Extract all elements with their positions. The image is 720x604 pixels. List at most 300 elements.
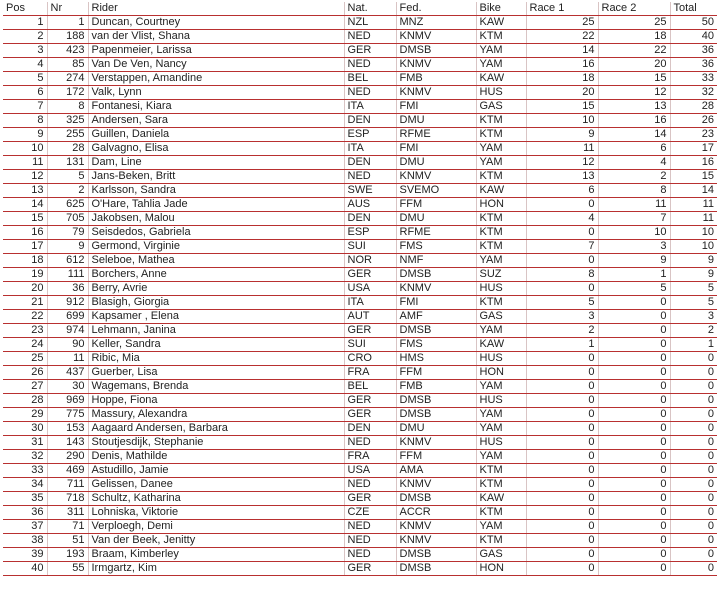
race1-cell: 0	[526, 492, 598, 506]
nat-cell: NED	[344, 30, 396, 44]
pos-cell: 28	[3, 394, 47, 408]
table-row	[3, 436, 717, 450]
table-row	[3, 338, 717, 352]
nat-cell: GER	[344, 408, 396, 422]
race2-cell: 0	[598, 464, 670, 478]
column-header-bike: Bike	[476, 2, 526, 16]
total-cell: 0	[670, 534, 717, 548]
race2-cell: 20	[598, 58, 670, 72]
table-row	[3, 562, 717, 576]
bike-cell: GAS	[476, 548, 526, 562]
nat-cell: GER	[344, 394, 396, 408]
fed-cell: AMA	[396, 464, 476, 478]
race2-cell: 8	[598, 184, 670, 198]
bike-cell: HON	[476, 198, 526, 212]
nr-cell: 612	[47, 254, 88, 268]
race1-cell: 20	[526, 86, 598, 100]
total-cell: 36	[670, 44, 717, 58]
rider-cell: Guillen, Daniela	[88, 128, 344, 142]
race2-cell: 0	[598, 408, 670, 422]
table-row	[3, 128, 717, 142]
nat-cell: GER	[344, 324, 396, 338]
nr-cell: 51	[47, 534, 88, 548]
nat-cell: AUS	[344, 198, 396, 212]
total-cell: 0	[670, 380, 717, 394]
rider-cell: Van der Beek, Jenitty	[88, 534, 344, 548]
pos-cell: 26	[3, 366, 47, 380]
table-row	[3, 380, 717, 394]
total-cell: 2	[670, 324, 717, 338]
fed-cell: KNMV	[396, 436, 476, 450]
column-header-race2: Race 2	[598, 2, 670, 16]
total-cell: 10	[670, 226, 717, 240]
bike-cell: YAM	[476, 142, 526, 156]
total-cell: 10	[670, 240, 717, 254]
nat-cell: BEL	[344, 72, 396, 86]
nat-cell: NED	[344, 534, 396, 548]
table-row	[3, 268, 717, 282]
pos-cell: 15	[3, 212, 47, 226]
nr-cell: 85	[47, 58, 88, 72]
fed-cell: ACCR	[396, 506, 476, 520]
rider-cell: Blasigh, Giorgia	[88, 296, 344, 310]
nr-cell: 775	[47, 408, 88, 422]
table-row	[3, 520, 717, 534]
nr-cell: 111	[47, 268, 88, 282]
pos-cell: 13	[3, 184, 47, 198]
pos-cell: 8	[3, 114, 47, 128]
rider-cell: Seisdedos, Gabriela	[88, 226, 344, 240]
bike-cell: HON	[476, 366, 526, 380]
rider-cell: Dam, Line	[88, 156, 344, 170]
race2-cell: 0	[598, 478, 670, 492]
fed-cell: FFM	[396, 450, 476, 464]
bike-cell: KAW	[476, 338, 526, 352]
nr-cell: 325	[47, 114, 88, 128]
fed-cell: RFME	[396, 226, 476, 240]
fed-cell: FMS	[396, 240, 476, 254]
fed-cell: FMI	[396, 142, 476, 156]
pos-cell: 19	[3, 268, 47, 282]
bike-cell: HON	[476, 562, 526, 576]
race2-cell: 0	[598, 422, 670, 436]
fed-cell: DMU	[396, 212, 476, 226]
race1-cell: 0	[526, 520, 598, 534]
race2-cell: 0	[598, 562, 670, 576]
fed-cell: DMSB	[396, 562, 476, 576]
table-row	[3, 408, 717, 422]
rider-cell: Lehmann, Janina	[88, 324, 344, 338]
table-row	[3, 184, 717, 198]
nat-cell: USA	[344, 282, 396, 296]
nat-cell: ITA	[344, 296, 396, 310]
nat-cell: GER	[344, 44, 396, 58]
table-row	[3, 534, 717, 548]
race2-cell: 14	[598, 128, 670, 142]
race1-cell: 25	[526, 16, 598, 30]
race2-cell: 0	[598, 366, 670, 380]
nr-cell: 437	[47, 366, 88, 380]
table-row	[3, 100, 717, 114]
fed-cell: KNMV	[396, 58, 476, 72]
nr-cell: 5	[47, 170, 88, 184]
total-cell: 17	[670, 142, 717, 156]
fed-cell: KNMV	[396, 534, 476, 548]
nat-cell: DEN	[344, 422, 396, 436]
nr-cell: 2	[47, 184, 88, 198]
table-row	[3, 16, 717, 30]
nat-cell: NED	[344, 58, 396, 72]
pos-cell: 22	[3, 310, 47, 324]
results-table-body	[3, 16, 717, 576]
total-cell: 0	[670, 506, 717, 520]
nat-cell: NED	[344, 86, 396, 100]
race1-cell: 18	[526, 72, 598, 86]
race2-cell: 0	[598, 506, 670, 520]
total-cell: 23	[670, 128, 717, 142]
total-cell: 16	[670, 156, 717, 170]
nr-cell: 625	[47, 198, 88, 212]
table-row	[3, 366, 717, 380]
bike-cell: HUS	[476, 394, 526, 408]
fed-cell: FFM	[396, 366, 476, 380]
table-row	[3, 86, 717, 100]
nat-cell: DEN	[344, 156, 396, 170]
fed-cell: KNMV	[396, 478, 476, 492]
nr-cell: 153	[47, 422, 88, 436]
race1-cell: 6	[526, 184, 598, 198]
column-header-pos: Pos	[3, 2, 47, 16]
nr-cell: 469	[47, 464, 88, 478]
pos-cell: 30	[3, 422, 47, 436]
rider-cell: Massury, Alexandra	[88, 408, 344, 422]
race2-cell: 0	[598, 520, 670, 534]
race2-cell: 0	[598, 338, 670, 352]
table-row	[3, 198, 717, 212]
total-cell: 0	[670, 436, 717, 450]
rider-cell: Irmgartz, Kim	[88, 562, 344, 576]
nr-cell: 274	[47, 72, 88, 86]
table-row	[3, 296, 717, 310]
pos-cell: 4	[3, 58, 47, 72]
column-header-nat: Nat.	[344, 2, 396, 16]
race2-cell: 6	[598, 142, 670, 156]
pos-cell: 20	[3, 282, 47, 296]
nat-cell: AUT	[344, 310, 396, 324]
race2-cell: 13	[598, 100, 670, 114]
rider-cell: Schultz, Katharina	[88, 492, 344, 506]
pos-cell: 9	[3, 128, 47, 142]
race2-cell: 0	[598, 492, 670, 506]
bike-cell: KTM	[476, 506, 526, 520]
race2-cell: 3	[598, 240, 670, 254]
bike-cell: YAM	[476, 520, 526, 534]
nr-cell: 36	[47, 282, 88, 296]
nat-cell: NED	[344, 548, 396, 562]
total-cell: 3	[670, 310, 717, 324]
bike-cell: SUZ	[476, 268, 526, 282]
race1-cell: 14	[526, 44, 598, 58]
column-header-nr: Nr	[47, 2, 88, 16]
bike-cell: KAW	[476, 492, 526, 506]
rider-cell: Braam, Kimberley	[88, 548, 344, 562]
rider-cell: Borchers, Anne	[88, 268, 344, 282]
nr-cell: 711	[47, 478, 88, 492]
fed-cell: DMSB	[396, 408, 476, 422]
table-row	[3, 394, 717, 408]
nat-cell: DEN	[344, 212, 396, 226]
rider-cell: Wagemans, Brenda	[88, 380, 344, 394]
nat-cell: ITA	[344, 142, 396, 156]
race2-cell: 0	[598, 394, 670, 408]
race1-cell: 0	[526, 534, 598, 548]
rider-cell: O'Hare, Tahlia Jade	[88, 198, 344, 212]
total-cell: 32	[670, 86, 717, 100]
bike-cell: YAM	[476, 58, 526, 72]
nat-cell: CZE	[344, 506, 396, 520]
bike-cell: KTM	[476, 170, 526, 184]
pos-cell: 29	[3, 408, 47, 422]
pos-cell: 18	[3, 254, 47, 268]
pos-cell: 6	[3, 86, 47, 100]
results-page	[3, 2, 717, 576]
total-cell: 9	[670, 268, 717, 282]
nr-cell: 974	[47, 324, 88, 338]
table-row	[3, 324, 717, 338]
nat-cell: SUI	[344, 338, 396, 352]
race1-cell: 1	[526, 338, 598, 352]
bike-cell: HUS	[476, 352, 526, 366]
race2-cell: 0	[598, 436, 670, 450]
rider-cell: Hoppe, Fiona	[88, 394, 344, 408]
fed-cell: FMI	[396, 296, 476, 310]
race1-cell: 0	[526, 394, 598, 408]
nr-cell: 79	[47, 226, 88, 240]
race1-cell: 22	[526, 30, 598, 44]
nr-cell: 71	[47, 520, 88, 534]
nat-cell: NED	[344, 520, 396, 534]
rider-cell: Berry, Avrie	[88, 282, 344, 296]
total-cell: 11	[670, 212, 717, 226]
total-cell: 28	[670, 100, 717, 114]
bike-cell: HUS	[476, 86, 526, 100]
fed-cell: KNMV	[396, 86, 476, 100]
nr-cell: 969	[47, 394, 88, 408]
race2-cell: 12	[598, 86, 670, 100]
pos-cell: 31	[3, 436, 47, 450]
nat-cell: NED	[344, 170, 396, 184]
bike-cell: KTM	[476, 534, 526, 548]
nat-cell: NZL	[344, 16, 396, 30]
bike-cell: KAW	[476, 16, 526, 30]
pos-cell: 17	[3, 240, 47, 254]
race1-cell: 0	[526, 352, 598, 366]
bike-cell: YAM	[476, 324, 526, 338]
total-cell: 26	[670, 114, 717, 128]
total-cell: 50	[670, 16, 717, 30]
race1-cell: 0	[526, 380, 598, 394]
nat-cell: FRA	[344, 450, 396, 464]
nat-cell: SWE	[344, 184, 396, 198]
nat-cell: ITA	[344, 100, 396, 114]
table-row	[3, 450, 717, 464]
nr-cell: 699	[47, 310, 88, 324]
nat-cell: BEL	[344, 380, 396, 394]
nat-cell: ESP	[344, 128, 396, 142]
pos-cell: 35	[3, 492, 47, 506]
table-row	[3, 72, 717, 86]
fed-cell: SVEMO	[396, 184, 476, 198]
total-cell: 0	[670, 352, 717, 366]
race2-cell: 11	[598, 198, 670, 212]
bike-cell: YAM	[476, 408, 526, 422]
fed-cell: FMB	[396, 380, 476, 394]
rider-cell: Astudillo, Jamie	[88, 464, 344, 478]
race1-cell: 13	[526, 170, 598, 184]
nat-cell: USA	[344, 464, 396, 478]
pos-cell: 1	[3, 16, 47, 30]
bike-cell: KTM	[476, 226, 526, 240]
race2-cell: 2	[598, 170, 670, 184]
race1-cell: 0	[526, 198, 598, 212]
total-cell: 40	[670, 30, 717, 44]
nr-cell: 55	[47, 562, 88, 576]
rider-cell: Seleboe, Mathea	[88, 254, 344, 268]
nat-cell: ESP	[344, 226, 396, 240]
race1-cell: 0	[526, 408, 598, 422]
total-cell: 0	[670, 422, 717, 436]
race1-cell: 12	[526, 156, 598, 170]
nr-cell: 131	[47, 156, 88, 170]
race1-cell: 15	[526, 100, 598, 114]
race2-cell: 18	[598, 30, 670, 44]
table-row	[3, 352, 717, 366]
table-row	[3, 142, 717, 156]
rider-cell: Stoutjesdijk, Stephanie	[88, 436, 344, 450]
race1-cell: 11	[526, 142, 598, 156]
fed-cell: FFM	[396, 198, 476, 212]
nat-cell: SUI	[344, 240, 396, 254]
fed-cell: DMU	[396, 422, 476, 436]
nr-cell: 1	[47, 16, 88, 30]
table-row	[3, 212, 717, 226]
total-cell: 5	[670, 282, 717, 296]
rider-cell: Karlsson, Sandra	[88, 184, 344, 198]
race1-cell: 0	[526, 366, 598, 380]
race2-cell: 16	[598, 114, 670, 128]
fed-cell: DMSB	[396, 492, 476, 506]
table-row	[3, 170, 717, 184]
nr-cell: 143	[47, 436, 88, 450]
race1-cell: 8	[526, 268, 598, 282]
nr-cell: 912	[47, 296, 88, 310]
fed-cell: DMSB	[396, 44, 476, 58]
total-cell: 0	[670, 492, 717, 506]
table-row	[3, 548, 717, 562]
race1-cell: 3	[526, 310, 598, 324]
pos-cell: 12	[3, 170, 47, 184]
race2-cell: 0	[598, 324, 670, 338]
column-header-rider: Rider	[88, 2, 344, 16]
race1-cell: 0	[526, 436, 598, 450]
pos-cell: 14	[3, 198, 47, 212]
bike-cell: KTM	[476, 128, 526, 142]
nat-cell: NED	[344, 478, 396, 492]
fed-cell: DMU	[396, 114, 476, 128]
nat-cell: DEN	[344, 114, 396, 128]
rider-cell: Verploegh, Demi	[88, 520, 344, 534]
rider-cell: Keller, Sandra	[88, 338, 344, 352]
race1-cell: 0	[526, 422, 598, 436]
table-row	[3, 114, 717, 128]
nat-cell: GER	[344, 562, 396, 576]
fed-cell: MNZ	[396, 16, 476, 30]
table-row	[3, 310, 717, 324]
rider-cell: Galvagno, Elisa	[88, 142, 344, 156]
rider-cell: Kapsamer , Elena	[88, 310, 344, 324]
fed-cell: DMSB	[396, 268, 476, 282]
race1-cell: 5	[526, 296, 598, 310]
rider-cell: Andersen, Sara	[88, 114, 344, 128]
bike-cell: KTM	[476, 478, 526, 492]
race1-cell: 0	[526, 506, 598, 520]
race1-cell: 10	[526, 114, 598, 128]
pos-cell: 3	[3, 44, 47, 58]
table-row	[3, 156, 717, 170]
pos-cell: 27	[3, 380, 47, 394]
nat-cell: NOR	[344, 254, 396, 268]
bike-cell: YAM	[476, 380, 526, 394]
fed-cell: KNMV	[396, 520, 476, 534]
pos-cell: 2	[3, 30, 47, 44]
race1-cell: 16	[526, 58, 598, 72]
bike-cell: KTM	[476, 212, 526, 226]
nat-cell: GER	[344, 268, 396, 282]
fed-cell: RFME	[396, 128, 476, 142]
race2-cell: 0	[598, 534, 670, 548]
total-cell: 33	[670, 72, 717, 86]
nr-cell: 8	[47, 100, 88, 114]
table-row	[3, 492, 717, 506]
bike-cell: KTM	[476, 240, 526, 254]
nr-cell: 705	[47, 212, 88, 226]
pos-cell: 24	[3, 338, 47, 352]
race1-cell: 0	[526, 254, 598, 268]
fed-cell: DMSB	[396, 324, 476, 338]
fed-cell: AMF	[396, 310, 476, 324]
total-cell: 0	[670, 408, 717, 422]
race2-cell: 1	[598, 268, 670, 282]
fed-cell: HMS	[396, 352, 476, 366]
pos-cell: 23	[3, 324, 47, 338]
rider-cell: Lohniska, Viktorie	[88, 506, 344, 520]
nr-cell: 718	[47, 492, 88, 506]
nr-cell: 172	[47, 86, 88, 100]
total-cell: 0	[670, 366, 717, 380]
rider-cell: Duncan, Courtney	[88, 16, 344, 30]
race2-cell: 0	[598, 352, 670, 366]
rider-cell: Jans-Beken, Britt	[88, 170, 344, 184]
rider-cell: Fontanesi, Kiara	[88, 100, 344, 114]
bike-cell: KTM	[476, 464, 526, 478]
pos-cell: 5	[3, 72, 47, 86]
race2-cell: 0	[598, 310, 670, 324]
total-cell: 0	[670, 394, 717, 408]
nr-cell: 311	[47, 506, 88, 520]
column-header-fed: Fed.	[396, 2, 476, 16]
total-cell: 5	[670, 296, 717, 310]
pos-cell: 32	[3, 450, 47, 464]
